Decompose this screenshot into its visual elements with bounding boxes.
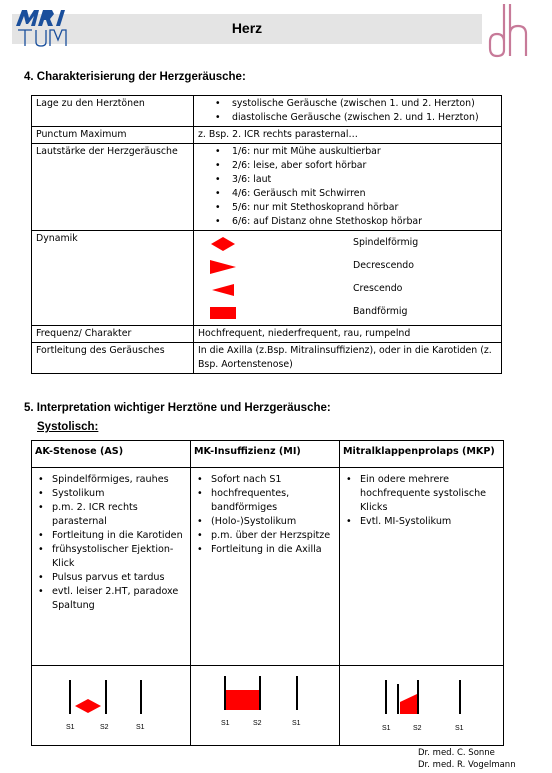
row-label: Lautstärke der Herzgeräusche (32, 144, 194, 231)
dynamics-label: Spindelförmig (353, 237, 419, 248)
column-header-mi: MK-Insuffizienz (MI) (191, 441, 340, 468)
mi-diagram-cell (191, 666, 340, 746)
table-row (32, 468, 504, 666)
list-item: • Fortleitung in die Karotiden (35, 529, 187, 543)
diagram-label: S1 (221, 720, 230, 727)
section-4-title: 4. Charakterisierung der Herzgeräusche: (24, 71, 246, 83)
decrescendo-triangle-icon (208, 259, 238, 275)
section-5-title: 5. Interpretation wichtiger Herztöne und Herzgeräusche: (24, 402, 331, 414)
as-diagram-cell (32, 666, 191, 746)
diagram-label: S1 (136, 724, 145, 731)
mi-findings (191, 468, 340, 666)
author-signature: Dr. med. R. Vogelmann (418, 760, 516, 770)
list-item: • Pulsus parvus et tardus (35, 571, 187, 585)
mkp-phonocardiogram-diagram (340, 666, 503, 742)
dh-logo (488, 2, 538, 58)
list-item: • evtl. leiser 2.HT, paradoxe Spaltung (35, 585, 187, 613)
table-row (32, 231, 502, 326)
dynamics-label: Crescendo (353, 283, 403, 294)
list-item: • frühsystolischer Ejektion-Klick (35, 543, 187, 571)
as-phonocardiogram-diagram (32, 666, 190, 742)
diagram-row (32, 666, 504, 746)
dynamics-label: Decrescendo (353, 260, 414, 271)
table-header-row (32, 441, 504, 468)
header-bar (12, 14, 482, 44)
table-row (32, 144, 502, 231)
diagram-label: S1 (382, 725, 391, 732)
row-value: z. Bsp. 2. ICR rechts parasternal… (194, 127, 502, 144)
row-label: Dynamik (32, 231, 194, 326)
list-item: • diastolische Geräusche (zwischen 2. und 1. Herzton) (198, 111, 497, 125)
row-value: In die Axilla (z.Bsp. Mitralinsuffizienz), oder in die Karotiden (z. Bsp. Aortenstenose) (194, 343, 502, 374)
page-title: Herz (231, 20, 263, 36)
row-value: Hochfrequent, niederfrequent, rau, rumpelnd (194, 326, 502, 343)
list-item: • systolische Geräusche (zwischen 1. und 2. Herzton) (198, 97, 497, 111)
characterization-table (31, 95, 502, 374)
author-signature: Dr. med. C. Sonne (418, 748, 495, 758)
list-item: • p.m. 2. ICR rechts parasternal (35, 501, 187, 529)
row-label: Frequenz/ Charakter (32, 326, 194, 343)
diamond-shape-icon (208, 236, 238, 252)
diagram-label: S1 (292, 720, 301, 727)
table-row (32, 96, 502, 127)
list-item: • hochfrequentes, bandförmiges (194, 487, 336, 515)
mkp-findings (340, 468, 504, 666)
diagram-label: S1 (455, 725, 464, 732)
row-value (194, 144, 502, 231)
list-item: • Fortleitung in die Axilla (194, 543, 336, 557)
column-header-as: AK-Stenose (AS) (32, 441, 191, 468)
diagram-label: S2 (100, 724, 109, 731)
diagram-label: S1 (66, 724, 75, 731)
column-header-mkp: Mitralklappenprolaps (MKP) (340, 441, 504, 468)
table-row (32, 343, 502, 374)
spindle-murmur-shape (75, 699, 101, 713)
list-item: • 6/6: auf Distanz ohne Stethoskop hörbar (198, 215, 497, 229)
dynamics-label: Bandförmig (353, 306, 408, 317)
list-item: • 5/6: nur mit Stethoskoprand hörbar (198, 201, 497, 215)
table-row (32, 326, 502, 343)
band-rectangle-icon (208, 305, 238, 321)
diagram-label: S2 (253, 720, 262, 727)
systolic-subtitle: Systolisch: (37, 421, 99, 433)
list-item: • (Holo-)Systolikum (194, 515, 336, 529)
crescendo-murmur-shape (400, 694, 417, 714)
list-item: • Evtl. MI-Systolikum (343, 515, 500, 529)
interpretation-table (31, 440, 504, 746)
row-value (194, 231, 502, 326)
row-value (194, 96, 502, 127)
crescendo-triangle-icon (208, 282, 238, 298)
list-item: • 3/6: laut (198, 173, 497, 187)
table-row (32, 127, 502, 144)
row-label: Punctum Maximum (32, 127, 194, 144)
list-item: • Systolikum (35, 487, 187, 501)
band-murmur-shape (226, 690, 259, 710)
list-item: • Ein odere mehrere hochfrequente systolische Klicks (343, 473, 500, 515)
list-item: • Sofort nach S1 (194, 473, 336, 487)
mkp-diagram-cell (340, 666, 504, 746)
list-item: • 2/6: leise, aber sofort hörbar (198, 159, 497, 173)
diagram-label: S2 (413, 725, 422, 732)
row-label: Lage zu den Herztönen (32, 96, 194, 127)
list-item: • Spindelförmiges, rauhes (35, 473, 187, 487)
list-item: • 1/6: nur mit Mühe auskultierbar (198, 145, 497, 159)
as-findings (32, 468, 191, 666)
dynamics-legend (198, 232, 497, 324)
mi-phonocardiogram-diagram (191, 666, 339, 742)
list-item: • p.m. über der Herzspitze (194, 529, 336, 543)
row-label: Fortleitung des Geräusches (32, 343, 194, 374)
mri-tum-logo (12, 6, 74, 50)
list-item: • 4/6: Geräusch mit Schwirren (198, 187, 497, 201)
